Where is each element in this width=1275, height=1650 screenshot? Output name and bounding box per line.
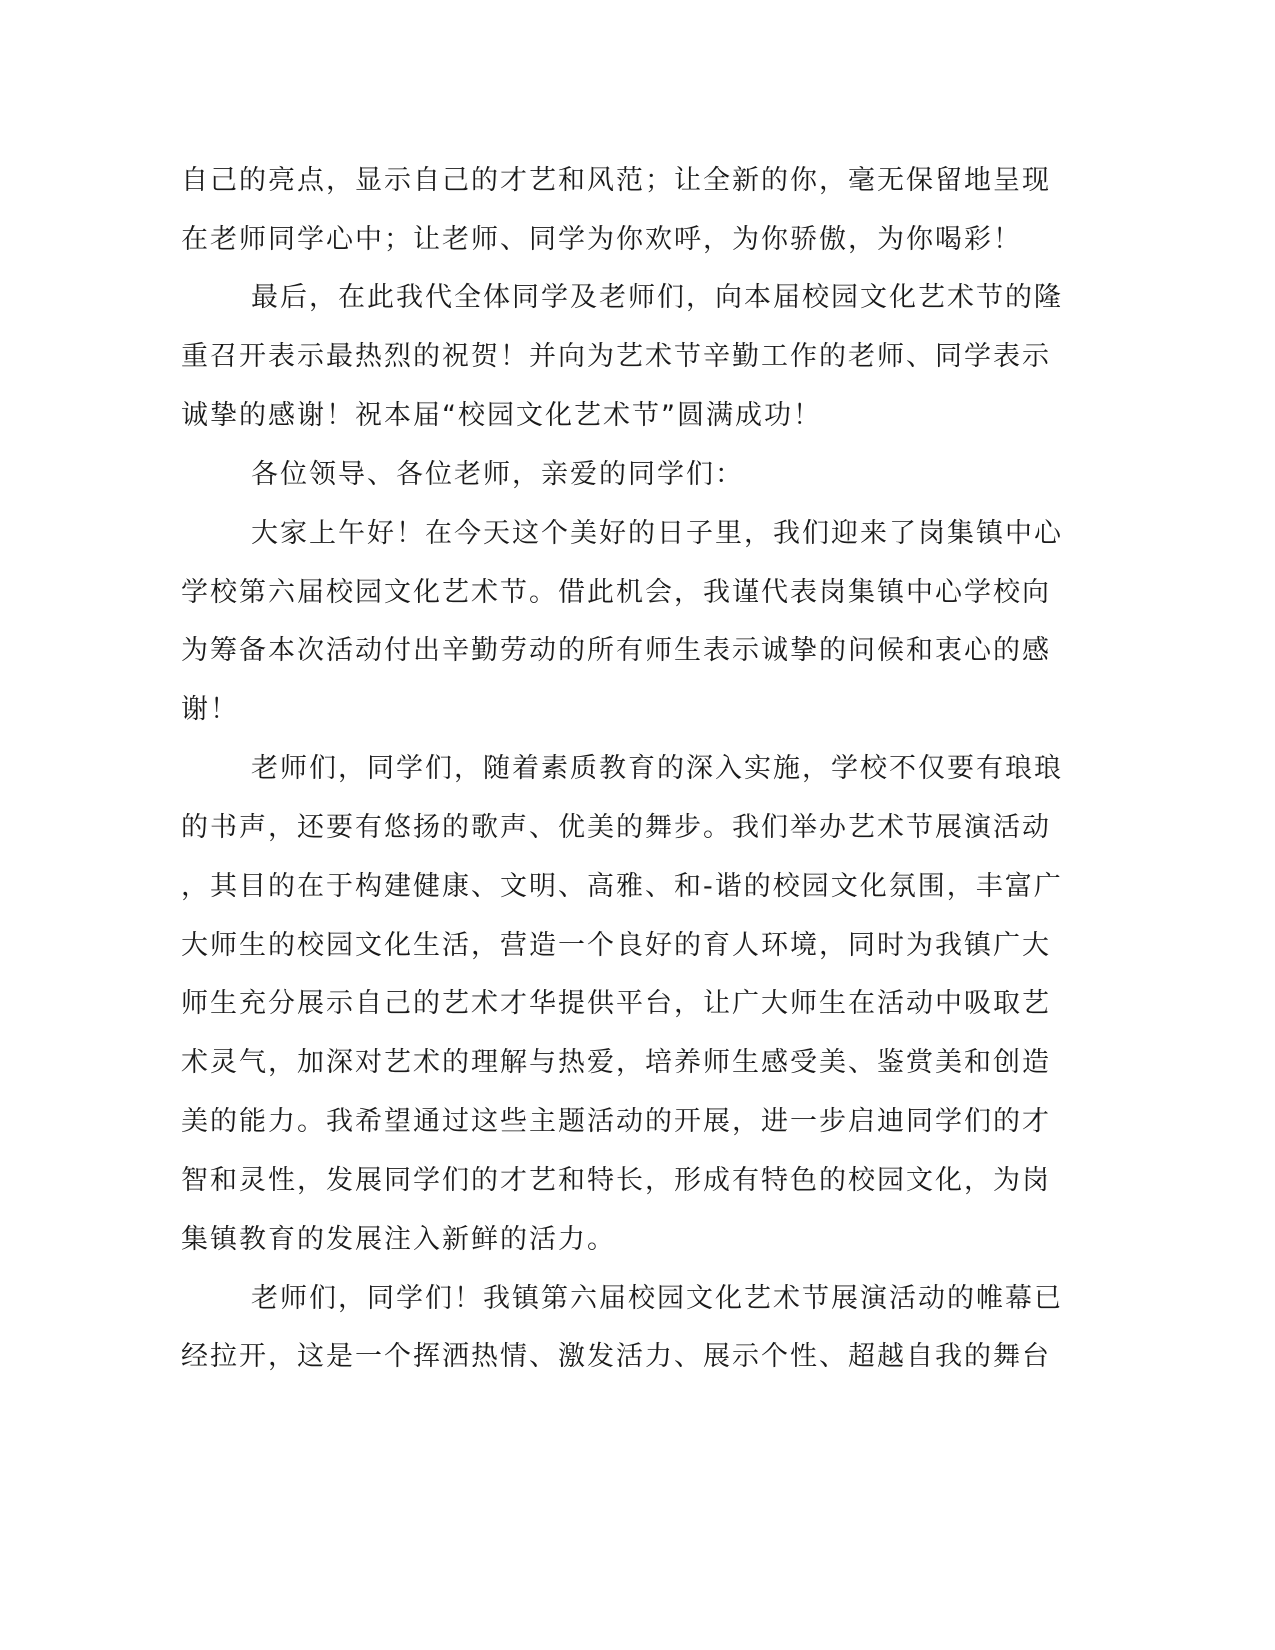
salutation-line: 各位领导、各位老师，亲爱的同学们：	[251, 459, 744, 490]
text-line: 学校第六届校园文化艺术节。借此机会，我谨代表岗集镇中心学校向	[181, 577, 1051, 608]
text-line: 美的能力。我希望通过这些主题活动的开展，进一步启迪同学们的才	[181, 1106, 1051, 1137]
text-line: 师生充分展示自己的艺术才华提供平台，让广大师生在活动中吸取艺	[181, 988, 1051, 1019]
text-line: 经拉开，这是一个挥洒热情、激发活力、展示个性、超越自我的舞台	[181, 1341, 1051, 1372]
text-line: 智和灵性，发展同学们的才艺和特长，形成有特色的校园文化，为岗	[181, 1165, 1051, 1196]
text-line: 的书声，还要有悠扬的歌声、优美的舞步。我们举办艺术节展演活动	[181, 812, 1051, 843]
text-line: 集镇教育的发展注入新鲜的活力。	[181, 1224, 616, 1255]
text-line: 重召开表示最热烈的祝贺！并向为艺术节辛勤工作的老师、同学表示	[181, 341, 1051, 372]
text-line: 诚挚的感谢！祝本届“校园文化艺术节”圆满成功！	[181, 400, 822, 431]
text-line: 为筹备本次活动付出辛勤劳动的所有师生表示诚挚的问候和衷心的感	[181, 635, 1051, 666]
text-line: 谢！	[181, 694, 239, 725]
text-line: 在老师同学心中；让老师、同学为你欢呼，为你骄傲，为你喝彩！	[181, 224, 1022, 255]
paragraph-first-line: 最后，在此我代全体同学及老师们，向本届校园文化艺术节的隆	[251, 282, 1063, 313]
text-line: 自己的亮点，显示自己的才艺和风范；让全新的你，毫无保留地呈现	[181, 165, 1051, 196]
text-line: 术灵气，加深对艺术的理解与热爱，培养师生感受美、鉴赏美和创造	[181, 1047, 1051, 1078]
paragraph-first-line: 大家上午好！在今天这个美好的日子里，我们迎来了岗集镇中心	[251, 518, 1063, 549]
paragraph-first-line: 老师们，同学们，随着素质教育的深入实施，学校不仅要有琅琅	[251, 753, 1063, 784]
paragraph-first-line: 老师们，同学们！我镇第六届校园文化艺术节展演活动的帷幕已	[251, 1283, 1063, 1314]
text-line: 大师生的校园文化生活，营造一个良好的育人环境，同时为我镇广大	[181, 930, 1051, 961]
text-line: ，其目的在于构建健康、文明、高雅、和-谐的校园文化氛围，丰富广	[181, 871, 1063, 902]
